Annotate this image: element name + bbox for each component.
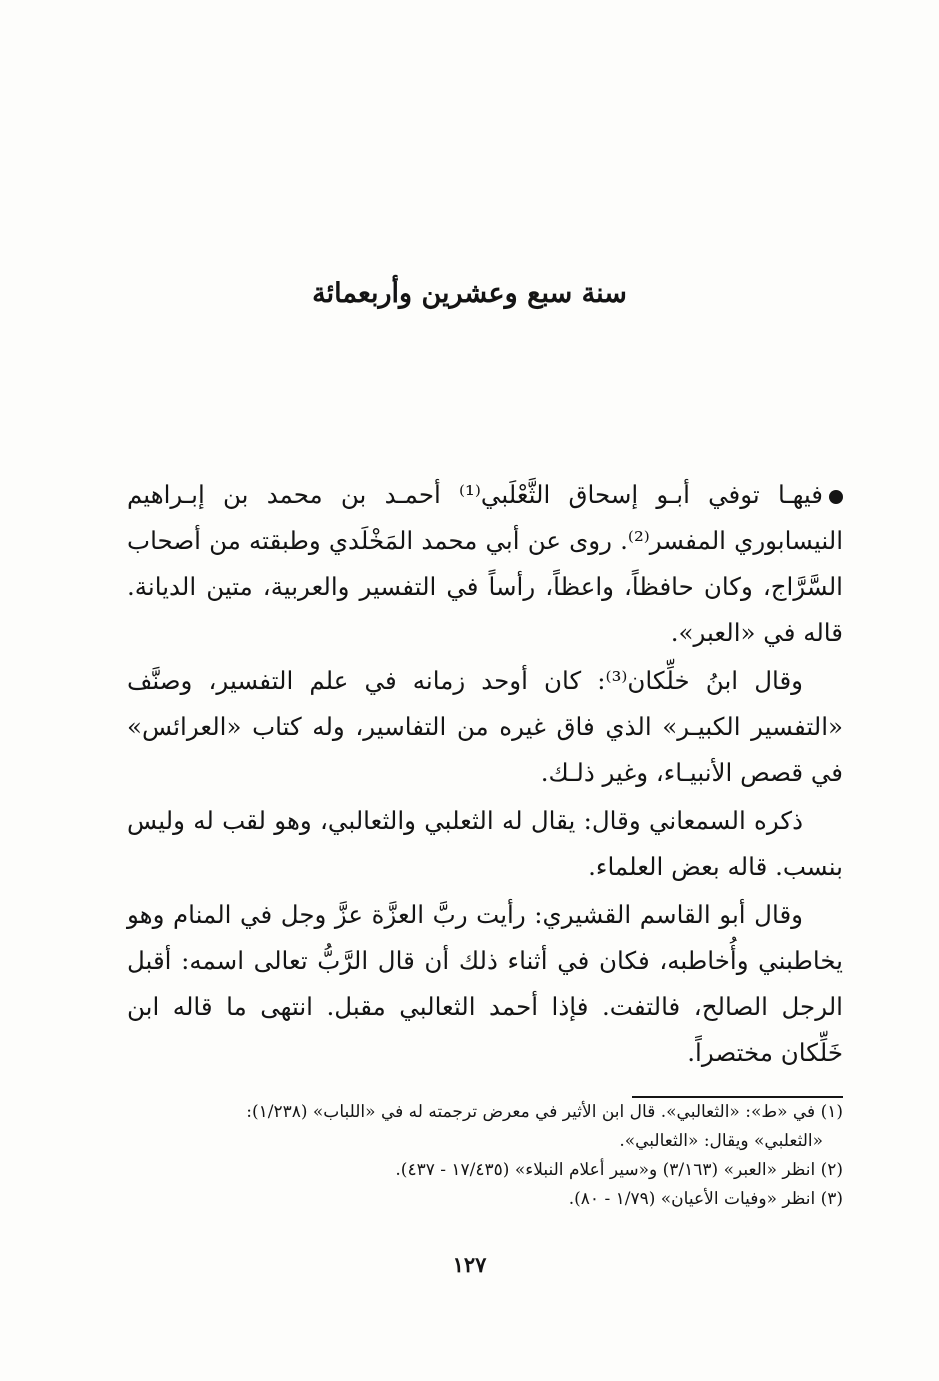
bullet-icon: [829, 490, 843, 504]
paragraph-2: وقال ابنُ خلِّكان⁽³⁾: كان أوحد زمانه في علم التفسير، وصنَّف «التفسير الكبيـر» الذي فاق غيره من التفاسير، وله كتاب «العرائس» في قصص الأنبيـاء، وغير ذلـك.: [127, 666, 843, 787]
section-title: سنة سبع وعشرين وأربعمائة: [312, 278, 627, 309]
footnote-3: (٣) انظر «وفيات الأعيان» (١/٧٩ - ٨٠).: [568, 1189, 843, 1209]
paragraph-4: وقال أبو القاسم القشيري: رأيت ربَّ العزَّة عزَّ وجل في المنام وهو يخاطبني وأُخاطبه، فكان في أثناء ذلك أن قال الرَّبُّ تعالى اسمه: أقبل الرجل الصالح، فالتفت. فإذا أحمد الثعالبي مقبل. انتهى ما قاله ابن خَلِّكان مختصراً.: [127, 900, 843, 1067]
footnote-1-continuation: «الثعلبي» ويقال: «الثعالبي».: [619, 1131, 823, 1151]
paragraph-3: ذكره السمعاني وقال: يقال له الثعلبي والثعالبي، وهو لقب له وليس بنسب. قاله بعض العلماء.: [127, 806, 843, 881]
footnote-1: (١) في «ط»: «الثعالبي». قال ابن الأثير في معرض ترجمته له في «اللباب» (١/٢٣٨):: [246, 1102, 843, 1122]
paragraph-1: [127, 472, 843, 656]
paragraph-1-text: فيهـا توفي أبـو إسحاق الثَّعْلَبي⁽¹⁾ أحمـد بن محمد بن إبـراهيم النيسابوري المفسر⁽²⁾. روى عن أبي محمد المَخْلَدي وطبقته من أصحاب السَّرَّاج، وكان حافظاً، واعظاً، رأساً في التفسير والعربية، متين الديانة. قاله في «العبر».: [127, 480, 844, 647]
footnote-2: (٢) انظر «العبر» (٣/١٦٣) و«سير أعلام النبلاء» (١٧/٤٣٥ - ٤٣٧).: [395, 1160, 843, 1180]
page-number: ١٢٧: [452, 1252, 487, 1277]
footnotes: [127, 1098, 843, 1214]
main-text: [127, 472, 843, 1078]
